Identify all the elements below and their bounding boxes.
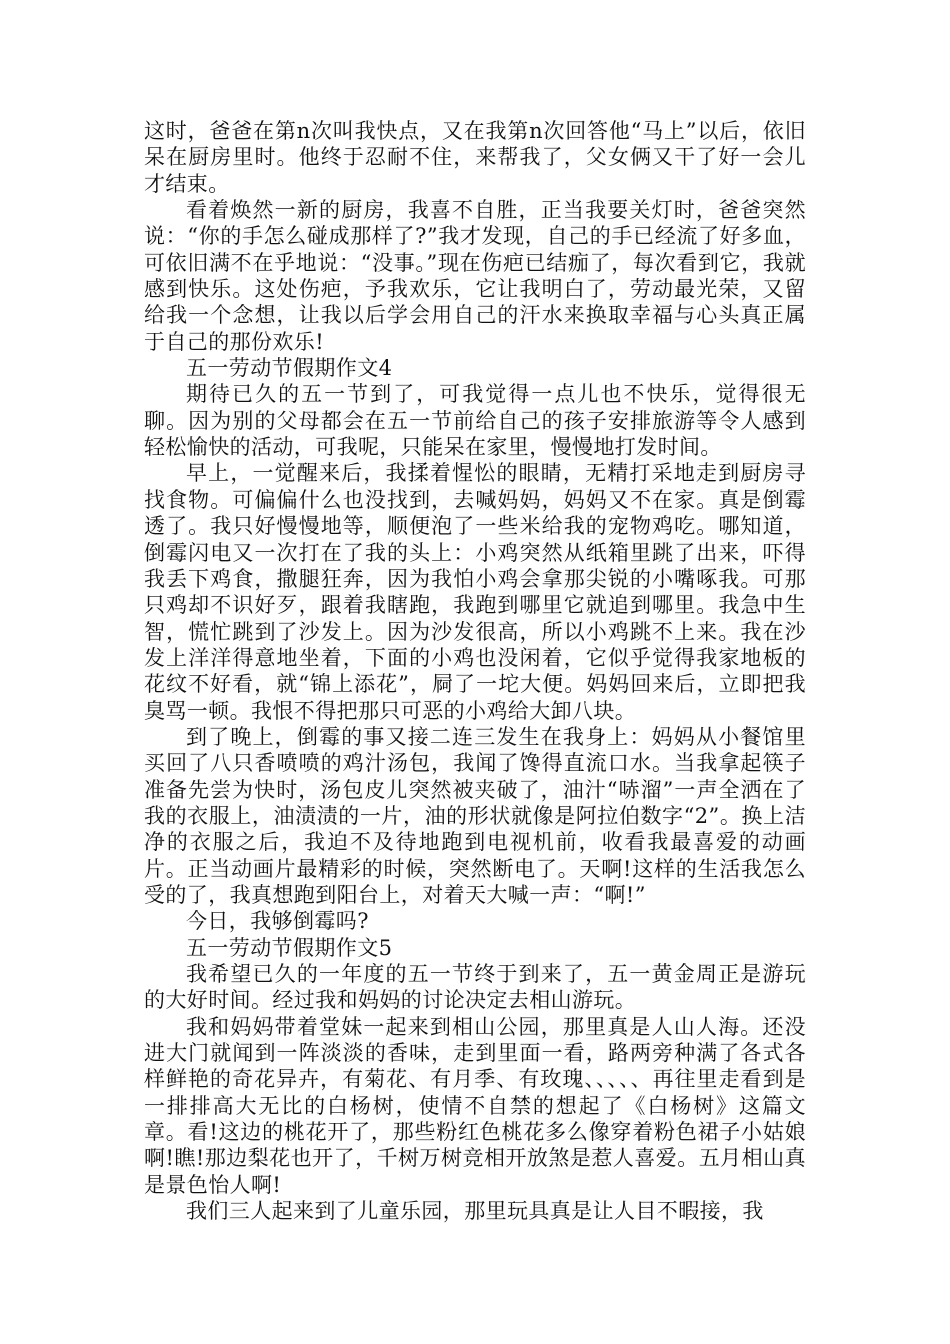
section-heading: 五一劳动节假期作文5 bbox=[186, 935, 393, 960]
paragraph: 早上，一觉醒来后，我揉着惺忪的眼睛，无精打采地走到厨房寻找食物。可偏偏什么也没找到，去喊妈妈，妈妈又不在家。真是倒霉透了。我只好慢慢地等，顺便泡了一些米给我的宠物鸡吃。哪知道，倒霉闪电又一次打在了我的头上：小鸡突然从纸箱里跳了出来，吓得我丢下鸡食，撒腿狂奔，因为我怕小鸡会拿那尖锐的小嘴啄我。可那只鸡却不识好歹，跟着我瞎跑，我跑到哪里它就追到哪里。我急中生智，慌忙跳到了沙发上。因为沙发很高，所以小鸡跳不上来。我在沙发上洋洋得意地坐着，下面的小鸡也没闲着，它似乎觉得我家地板的花纹不好看，就“锦上添花”，屙了一坨大便。妈妈回来后，立即把我臭骂一顿。我恨不得把那只可恶的小鸡给大卸八块。 bbox=[144, 461, 806, 723]
paragraph: 看着焕然一新的厨房，我喜不自胜，正当我要关灯时，爸爸突然说：“你的手怎么碰成那样了?”我才发现，自己的手已经流了好多血，可依旧满不在乎地说：“没事。”现在伤疤已结痂了，每次看到它，我就感到快乐。这处伤疤，予我欢乐，它让我明白了，劳动最光荣，又留给我一个念想，让我以后学会用自己的汗水来换取幸福与心头真正属于自己的那份欢乐! bbox=[144, 198, 806, 354]
paragraph: 我希望已久的一年度的五一节终于到来了，五一黄金周正是游玩的大好时间。经过我和妈妈的讨论决定去相山游玩。 bbox=[144, 962, 806, 1013]
paragraph: 期待已久的五一节到了，可我觉得一点儿也不快乐，觉得很无聊。因为别的父母都会在五一节前给自己的孩子安排旅游等令人感到轻松愉快的活动，可我呢，只能呆在家里，慢慢地打发时间。 bbox=[144, 382, 806, 460]
paragraph: 到了晚上，倒霉的事又接二连三发生在我身上：妈妈从小餐馆里买回了八只香喷喷的鸡汁汤包，我闻了馋得直流口水。当我拿起筷子准备先尝为快时，汤包皮儿突然被夹破了，油汁“哧溜”一声全洒在了我的衣服上，油渍渍的一片，油的形状就像是阿拉伯数字“2”。换上洁净的衣服之后，我迫不及待地跑到电视机前，收看我最喜爱的动画片。正当动画片最精彩的时候，突然断电了。天啊!这样的生活我怎么受的了，我真想跑到阳台上，对着天大喊一声：“啊!” bbox=[144, 724, 806, 907]
paragraph: 这时，爸爸在第n次叫我快点，又在我第n次回答他“马上”以后，依旧呆在厨房里时。他终于忍耐不住，来帮我了，父女俩又干了好一会儿才结束。 bbox=[144, 119, 806, 196]
paragraph: 我和妈妈带着堂妹一起来到相山公园，那里真是人山人海。还没进大门就闻到一阵淡淡的香味，走到里面一看，路两旁种满了各式各样鲜艳的奇花异卉，有菊花、有月季、有玫瑰、、、、、再往里走看到是一排排高大无比的白杨树，使情不自禁的想起了《白杨树》这篇文章。看!这边的桃花开了，那些粉红色桃花多么像穿着粉色裙子小姑娘啊!瞧!那边梨花也开了，千树万树竞相开放煞是惹人喜爱。五月相山真是景色怡人啊! bbox=[144, 1014, 806, 1197]
section-heading: 五一劳动节假期作文4 bbox=[186, 356, 393, 381]
paragraph: 我们三人起来到了儿童乐园，那里玩具真是让人目不暇接，我 bbox=[186, 1199, 764, 1224]
document-body bbox=[144, 118, 806, 1224]
paragraph: 今日，我够倒霉吗? bbox=[186, 909, 369, 934]
